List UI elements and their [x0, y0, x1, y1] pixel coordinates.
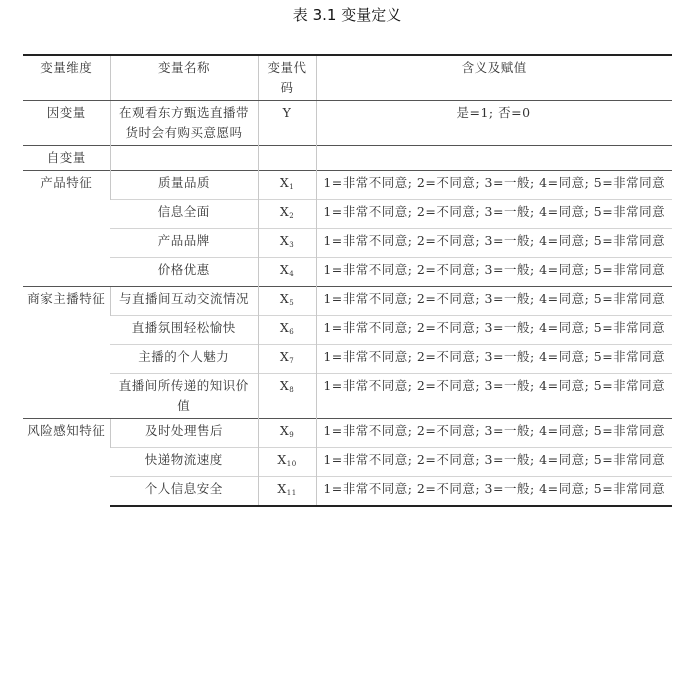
variable-name: 信息全面 — [110, 200, 258, 229]
table-row — [23, 171, 672, 200]
variable-meaning: 1=非常不同意; 2=不同意; 3=一般; 4=同意; 5=非常同意 — [316, 419, 672, 448]
variable-code-letter: X — [277, 452, 287, 467]
variable-code-subscript: 11 — [286, 489, 297, 497]
variable-name: 价格优惠 — [110, 258, 258, 287]
table-caption: 表 3.1 变量定义 — [292, 6, 402, 24]
empty-cell — [110, 146, 258, 171]
variable-code-letter: X — [279, 423, 290, 438]
variable-code — [258, 258, 316, 287]
variable-code — [258, 200, 316, 229]
variable-code-subscript: 1 — [289, 183, 295, 191]
variable-code — [258, 419, 316, 448]
table-row — [23, 477, 672, 507]
group-dimension: 风险感知特征 — [23, 419, 110, 507]
variable-meaning: 1=非常不同意; 2=不同意; 3=一般; 4=同意; 5=非常同意 — [316, 171, 672, 200]
variable-meaning: 1=非常不同意; 2=不同意; 3=一般; 4=同意; 5=非常同意 — [316, 229, 672, 258]
dependent-code: Y — [258, 101, 316, 146]
variable-meaning: 1=非常不同意; 2=不同意; 3=一般; 4=同意; 5=非常同意 — [316, 258, 672, 287]
variable-code-subscript: 4 — [289, 270, 295, 278]
table-row — [23, 345, 672, 374]
empty-cell — [258, 146, 316, 171]
variable-code — [258, 316, 316, 345]
table-row — [23, 448, 672, 477]
variable-meaning: 1=非常不同意; 2=不同意; 3=一般; 4=同意; 5=非常同意 — [316, 345, 672, 374]
independent-label: 自变量 — [23, 146, 110, 171]
table-row — [23, 374, 672, 419]
variable-code-letter: X — [279, 262, 290, 277]
variable-code-letter: X — [279, 233, 290, 248]
variable-name: 产品品牌 — [110, 229, 258, 258]
variable-meaning: 1=非常不同意; 2=不同意; 3=一般; 4=同意; 5=非常同意 — [316, 374, 672, 419]
dependent-name: 在观看东方甄选直播带货时会有购买意愿吗 — [110, 101, 258, 146]
variable-meaning: 1=非常不同意; 2=不同意; 3=一般; 4=同意; 5=非常同意 — [316, 316, 672, 345]
variable-code-letter: X — [279, 291, 290, 306]
header-row — [23, 55, 672, 101]
variable-name: 主播的个人魅力 — [110, 345, 258, 374]
variable-name: 直播氛围轻松愉快 — [110, 316, 258, 345]
header-name: 变量名称 — [110, 55, 258, 101]
dependent-dimension: 因变量 — [23, 101, 110, 146]
table-row — [23, 229, 672, 258]
variable-code-letter: X — [279, 349, 290, 364]
table-row — [23, 316, 672, 345]
header-code: 变量代码 — [258, 55, 316, 101]
variable-code-subscript: 5 — [289, 299, 295, 307]
variable-code — [258, 477, 316, 507]
header-meaning: 含义及赋值 — [316, 55, 672, 101]
table-row — [23, 200, 672, 229]
variable-code-subscript: 2 — [289, 212, 295, 220]
variable-code — [258, 229, 316, 258]
variable-code — [258, 448, 316, 477]
table-row — [23, 419, 672, 448]
variable-name: 快递物流速度 — [110, 448, 258, 477]
variable-code-letter: X — [279, 175, 290, 190]
group-dimension: 商家主播特征 — [23, 287, 110, 419]
variable-code — [258, 287, 316, 316]
group-dimension: 产品特征 — [23, 171, 110, 287]
variable-definition-table — [23, 54, 672, 507]
variable-code-subscript: 7 — [289, 357, 295, 365]
variable-meaning: 1=非常不同意; 2=不同意; 3=一般; 4=同意; 5=非常同意 — [316, 287, 672, 316]
variable-code — [258, 374, 316, 419]
variable-name: 直播间所传递的知识价值 — [110, 374, 258, 419]
variable-code-letter: X — [279, 378, 290, 393]
independent-label-row — [23, 146, 672, 171]
variable-code-letter: X — [277, 481, 287, 496]
header-dimension: 变量维度 — [23, 55, 110, 101]
table-row — [23, 258, 672, 287]
variable-name: 与直播间互动交流情况 — [110, 287, 258, 316]
table-row — [23, 287, 672, 316]
variable-code-subscript: 6 — [289, 328, 295, 336]
variable-code — [258, 171, 316, 200]
variable-meaning: 1=非常不同意; 2=不同意; 3=一般; 4=同意; 5=非常同意 — [316, 448, 672, 477]
variable-meaning: 1=非常不同意; 2=不同意; 3=一般; 4=同意; 5=非常同意 — [316, 477, 672, 507]
variable-code-letter: X — [279, 320, 290, 335]
variable-name: 质量品质 — [110, 171, 258, 200]
variable-code-subscript: 8 — [289, 386, 295, 394]
variable-name: 及时处理售后 — [110, 419, 258, 448]
variable-code-subscript: 10 — [286, 460, 297, 468]
variable-code-subscript: 3 — [289, 241, 295, 249]
variable-code-letter: X — [279, 204, 290, 219]
dependent-row — [23, 101, 672, 146]
dependent-meaning: 是=1; 否=0 — [316, 101, 672, 146]
variable-name: 个人信息安全 — [110, 477, 258, 507]
variable-code-subscript: 9 — [289, 431, 295, 439]
variable-code — [258, 345, 316, 374]
variable-meaning: 1=非常不同意; 2=不同意; 3=一般; 4=同意; 5=非常同意 — [316, 200, 672, 229]
empty-cell — [316, 146, 672, 171]
